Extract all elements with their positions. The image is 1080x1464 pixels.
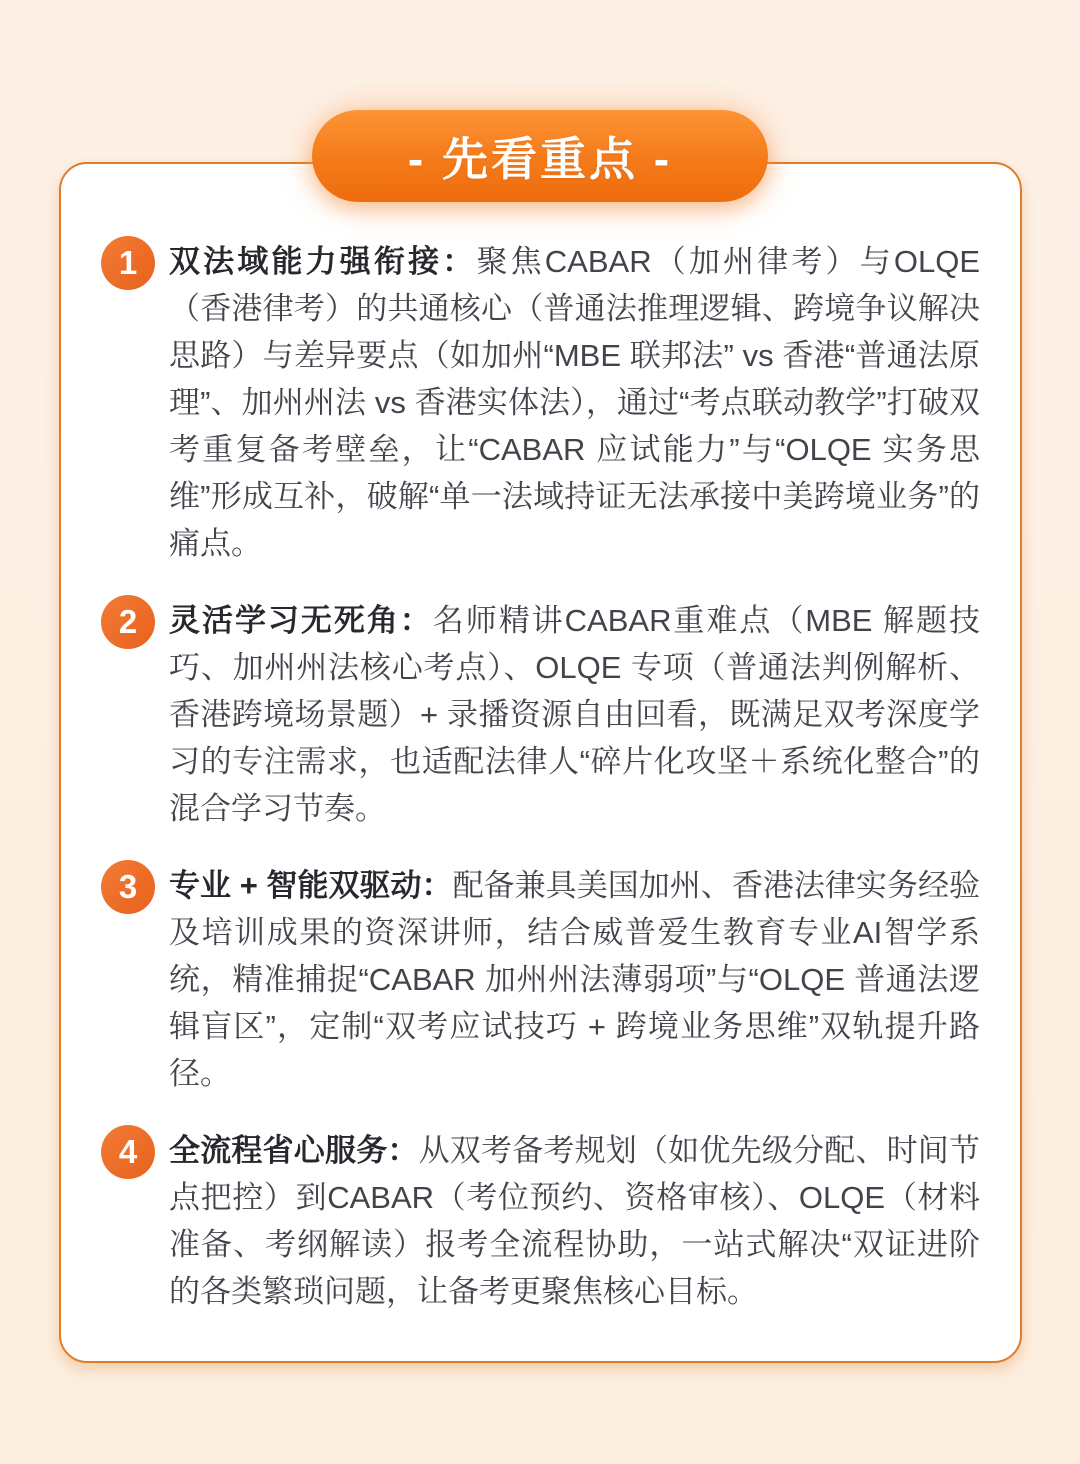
point-body: 聚焦CABAR（加州律考）与OLQE（香港律考）的共通核心（普通法推理逻辑、跨境争议解决思路）与差异要点（如加州“MBE 联邦法” vs 香港“普通法原理”、加州州法 vs 香港实体法），通过“考点联动教学”打破双考重复备考壁垒，让“CABAR 应试能力”与“OLQE 实务思维”形成互补，破解“单一法域持证无法承接中美跨境业务”的痛点。 (169, 244, 981, 561)
list-item (101, 238, 980, 567)
point-title: 专业 + 智能双驱动： (169, 868, 453, 903)
point-title: 全流程省心服务： (169, 1133, 419, 1168)
point-body: 从双考备考规划（如优先级分配、时间节点把控）到CABAR（考位预约、资格审核）、OLQE（材料准备、考纲解读）报考全流程协助，一站式解决“双证进阶 的各类繁琐问题，让备考更聚焦核心目标。 (169, 1133, 981, 1309)
point-text (169, 862, 980, 1097)
point-body: 名师精讲CABAR重难点（MBE 解题技巧、加州州法核心考点）、OLQE 专项（普通法判例解析、香港跨境场景题）+ 录播资源自由回看，既满足双考深度学习的专注需求，也适配法律人“碎片化攻坚＋系统化整合”的混合学习节奏。 (169, 603, 981, 826)
list-item (101, 1127, 980, 1315)
point-text (169, 597, 980, 832)
list-item (101, 862, 980, 1097)
point-title: 双法域能力强衔接： (169, 244, 477, 279)
point-body: 配备兼具美国加州、香港法律实务经验及培训成果的资深讲师，结合威普爱生教育专业AI智学系统，精准捕捉“CABAR 加州州法薄弱项”与“OLQE 普通法逻辑盲区”，定制“双考应试技巧 + 跨境业务思维”双轨提升路径。 (169, 868, 980, 1091)
headline-badge (312, 110, 768, 202)
list-item (101, 597, 980, 832)
number-badge: 4 (101, 1125, 155, 1179)
headline-badge-label: - 先看重点 - (407, 133, 673, 185)
number-badge: 2 (101, 595, 155, 649)
content-card (59, 162, 1022, 1363)
number-badge: 1 (101, 236, 155, 290)
point-text (169, 1127, 980, 1315)
point-title: 灵活学习无死角： (169, 603, 433, 638)
number-badge: 3 (101, 860, 155, 914)
point-text (169, 238, 980, 567)
